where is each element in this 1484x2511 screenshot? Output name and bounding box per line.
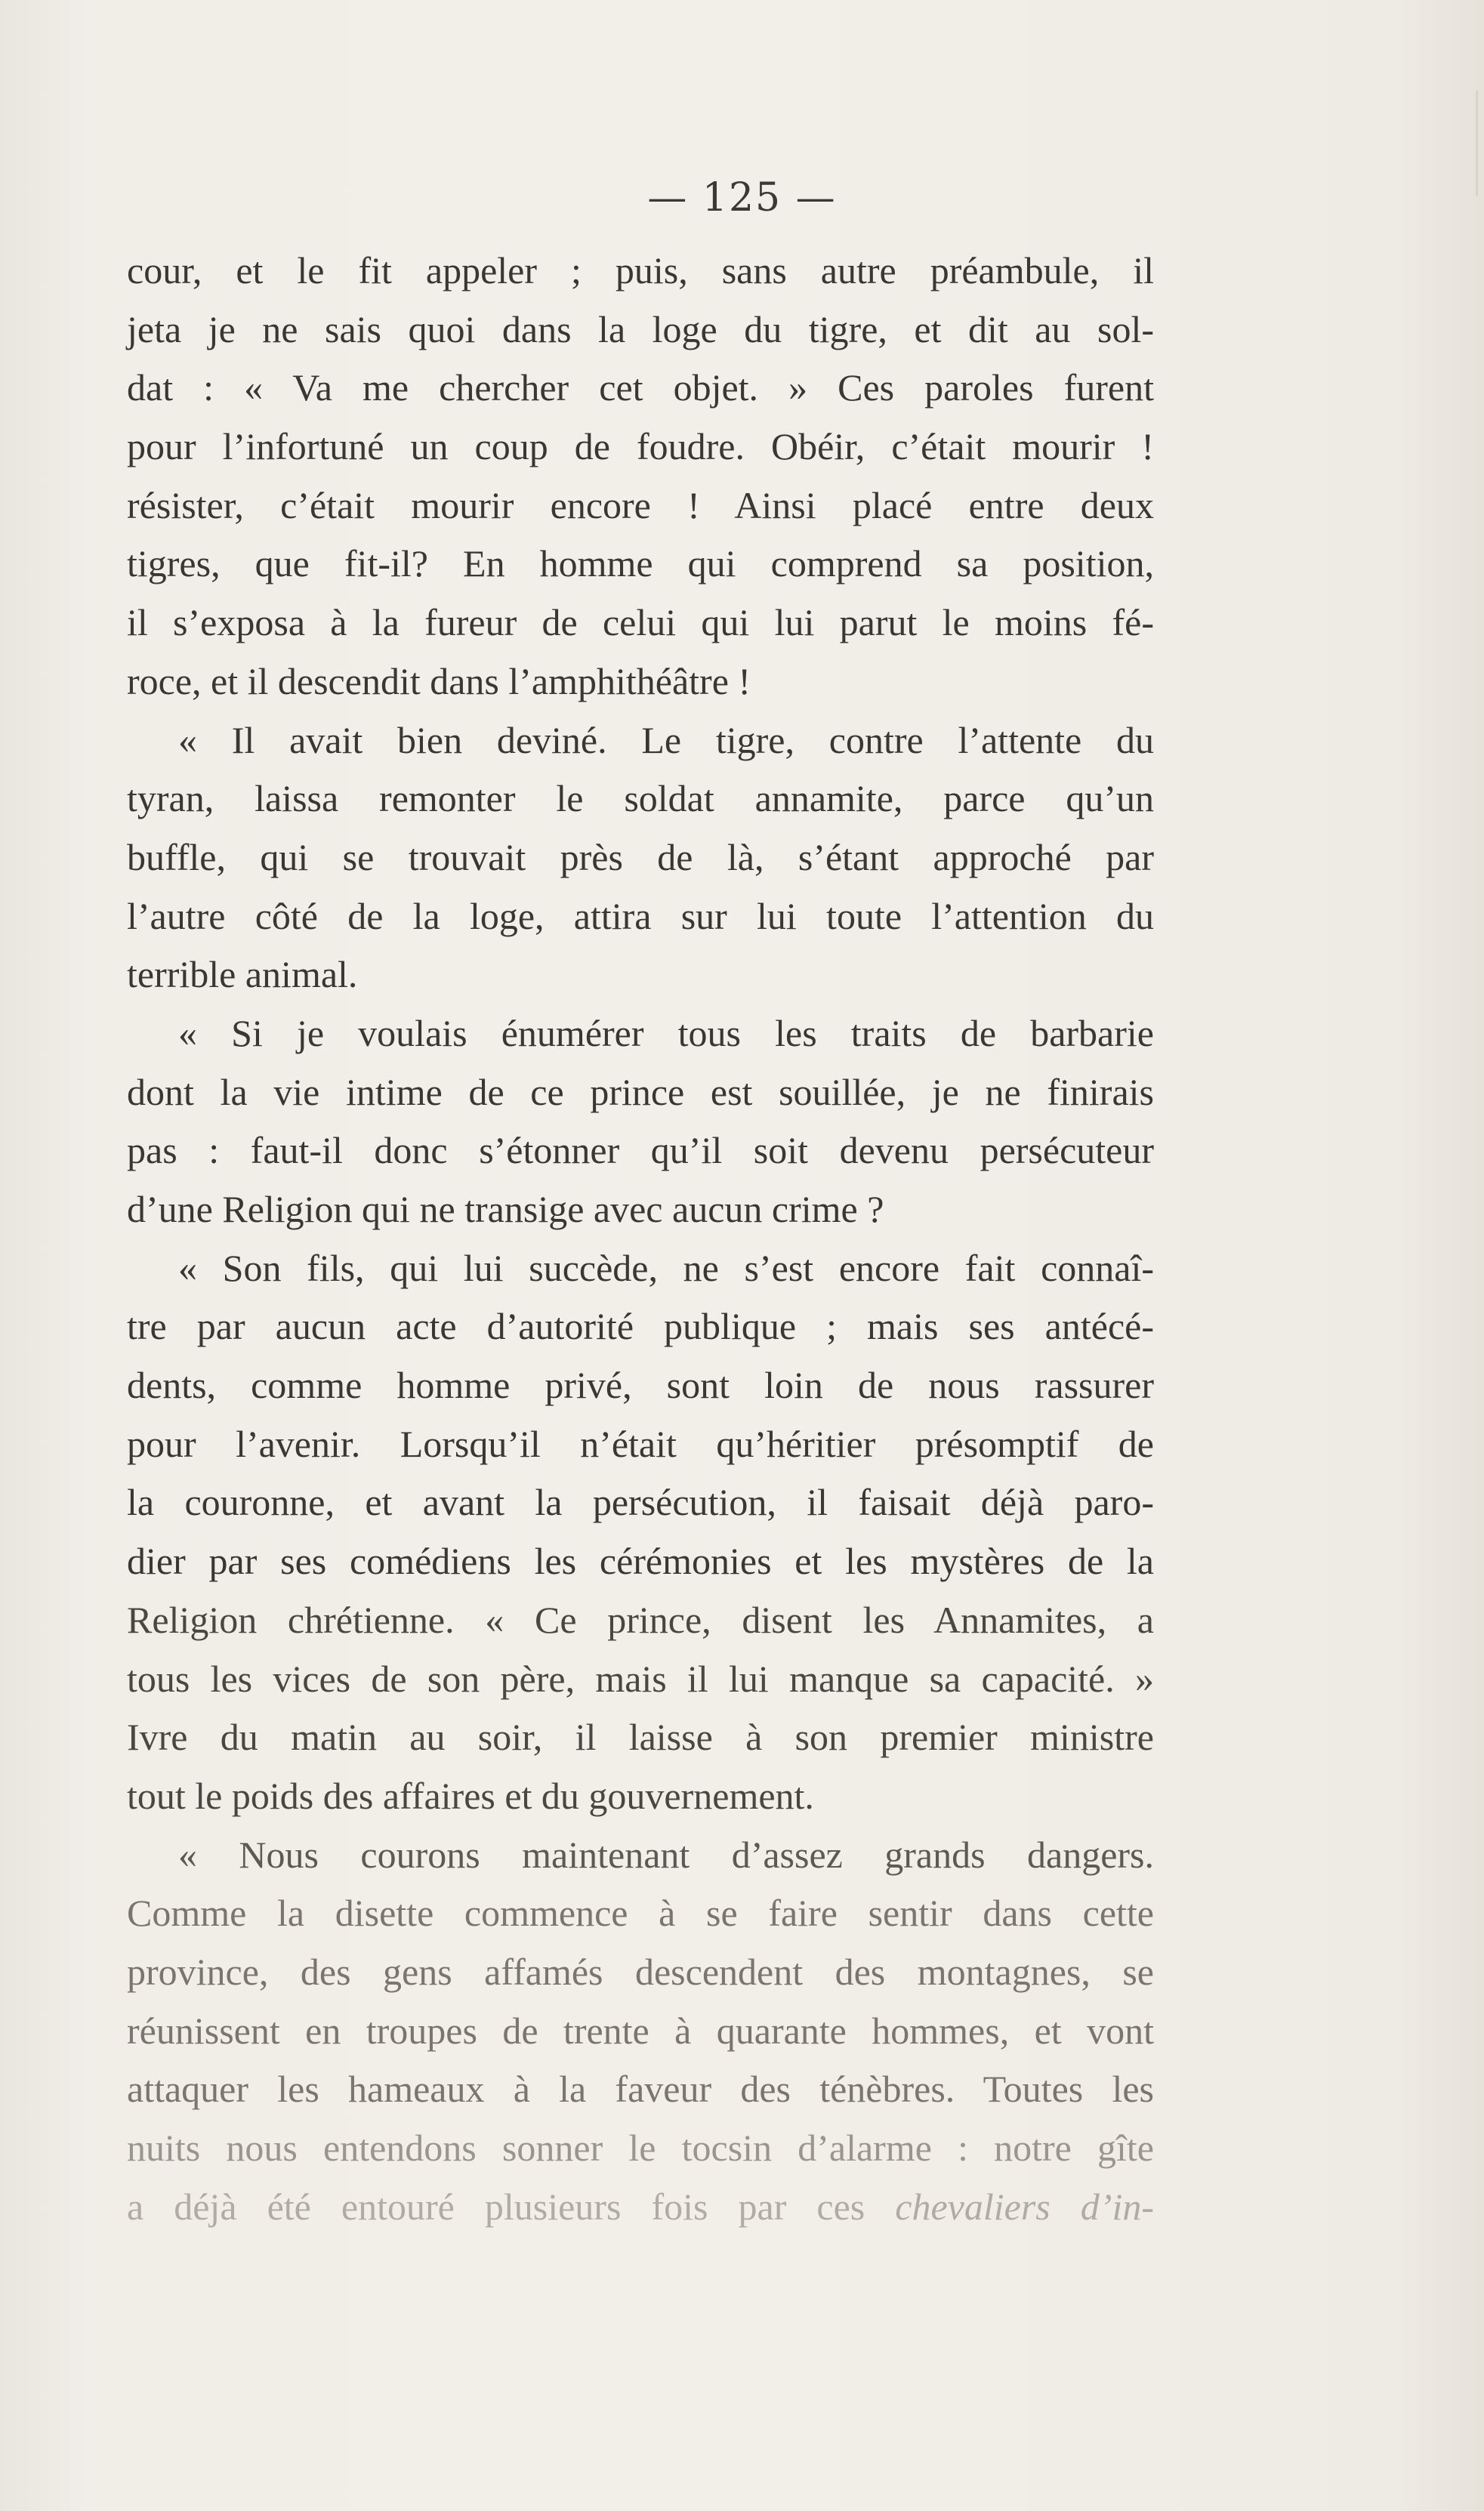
text-line: Religion chrétienne. « Ce prince, disent les Annamites, a bbox=[127, 1598, 1154, 1641]
text-line: « Si je voulais énumérer tous les traits de barbarie bbox=[178, 1011, 1154, 1054]
text-line: tyran, laissa remonter le soldat annamite, parce qu’un bbox=[127, 777, 1154, 820]
text-line: réunissent en troupes de trente à quarante hommes, et vont bbox=[127, 2009, 1154, 2052]
text-line: l’autre côté de la loge, attira sur lui toute l’attention du bbox=[127, 894, 1154, 937]
text-line: roce, et il descendit dans l’amphithéâtre ! bbox=[127, 659, 751, 702]
text-line: « Nous courons maintenant d’assez grands dangers. bbox=[178, 1833, 1154, 1876]
text-line: dat : « Va me chercher cet objet. » Ces paroles furent bbox=[127, 366, 1154, 409]
text-line: d’une Religion qui ne transige avec aucun crime ? bbox=[127, 1188, 884, 1230]
text-line-last-roman: a déjà été entouré plusieurs fois par ces bbox=[127, 2185, 865, 2228]
text-line: dents, comme homme privé, sont loin de nous rassurer bbox=[127, 1364, 1154, 1407]
text-line-last bbox=[127, 2178, 1154, 2237]
text-line: terrible animal. bbox=[127, 953, 358, 996]
text-line: nuits nous entendons sonner le tocsin d’alarme : notre gîte bbox=[127, 2127, 1154, 2169]
text-line: tigres, que fit-il? En homme qui comprend sa position, bbox=[127, 542, 1154, 585]
text-line: pour l’infortuné un coup de foudre. Obéir, c’était mourir ! bbox=[127, 425, 1154, 468]
text-line: pour l’avenir. Lorsqu’il n’était qu’héritier présomptif de bbox=[127, 1422, 1154, 1465]
text-line: « Son fils, qui lui succède, ne s’est encore fait connaî- bbox=[178, 1246, 1154, 1289]
text-line: dont la vie intime de ce prince est souillée, je ne finirais bbox=[127, 1070, 1154, 1113]
text-line: attaquer les hameaux à la faveur des ténèbres. Toutes les bbox=[127, 2068, 1154, 2111]
text-line: Comme la disette commence à se faire sentir dans cette bbox=[127, 1892, 1154, 1935]
text-line: dier par ses comédiens les cérémonies et les mystères de la bbox=[127, 1540, 1154, 1583]
text-line: résister, c’était mourir encore ! Ainsi placé entre deux bbox=[127, 483, 1154, 526]
text-line: il s’exposa à la fureur de celui qui lui parut le moins fé- bbox=[127, 601, 1154, 644]
text-line: cour, et le fit appeler ; puis, sans autre préambule, il bbox=[127, 249, 1154, 292]
text-line: tre par aucun acte d’autorité publique ; mais ses antécé- bbox=[127, 1305, 1154, 1348]
text-line: jeta je ne sais quoi dans la loge du tigre, et dit au sol- bbox=[127, 307, 1154, 350]
text-line: pas : faut-il donc s’étonner qu’il soit devenu persécuteur bbox=[127, 1129, 1154, 1172]
text-line: tout le poids des affaires et du gouvernement. bbox=[127, 1774, 814, 1817]
page-number: — 125 — bbox=[647, 175, 837, 221]
text-line: Ivre du matin au soir, il laisse à son premier ministre bbox=[127, 1716, 1154, 1759]
text-line: province, des gens affamés descendent des montagnes, se bbox=[127, 1950, 1154, 1993]
text-line: la couronne, et avant la persécution, il faisait déjà paro- bbox=[127, 1481, 1154, 1524]
body-text bbox=[127, 242, 1154, 2236]
text-line: tous les vices de son père, mais il lui manque sa capacité. » bbox=[127, 1657, 1154, 1700]
italic-phrase: chevaliers d’in- bbox=[895, 2185, 1154, 2228]
text-line: « Il avait bien deviné. Le tigre, contre l’attente du bbox=[178, 718, 1154, 761]
text-line: buffle, qui se trouvait près de là, s’étant approché par bbox=[127, 835, 1154, 878]
